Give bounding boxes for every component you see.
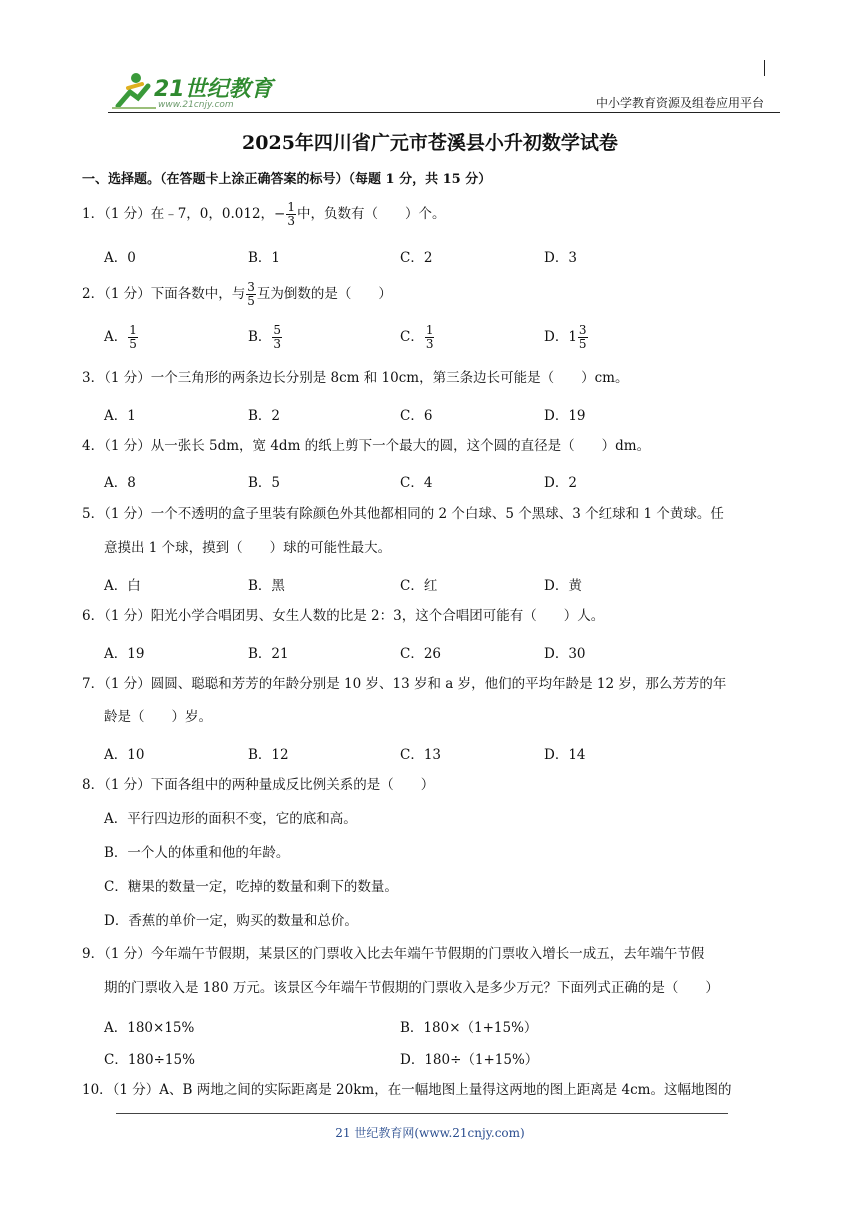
- option-c: C．4: [400, 475, 433, 491]
- logo: [108, 64, 288, 114]
- option-d: D．19: [544, 408, 586, 424]
- question-7: 7．（1 分）圆圆、聪聪和芳芳的年龄分别是 10 岁、13 岁和 a 岁，他们的平均年龄是 12 岁，那么芳芳的年: [82, 676, 727, 692]
- option-c: C．6: [400, 408, 433, 424]
- option-c: C．180÷15%: [104, 1052, 195, 1068]
- option-a: A．8: [104, 475, 136, 491]
- option-d: D．3: [544, 250, 577, 266]
- option-b: B．黑: [248, 578, 285, 594]
- option-d: D．1 $\frac{3}{5}$: [544, 323, 587, 351]
- header-tick: [764, 60, 765, 76]
- question-5-cont: 意摸出 1 个球，摸到（ ）球的可能性最大。: [104, 540, 392, 556]
- option-b: B．1: [248, 250, 281, 266]
- fraction: $\frac{1}{3}$: [287, 200, 295, 228]
- platform-label: 中小学教育资源及组卷应用平台: [595, 96, 764, 110]
- option-a: A．180×15%: [104, 1020, 195, 1036]
- option-d: D．180÷（1+15%）: [400, 1052, 539, 1068]
- option-a: A．1: [104, 408, 136, 424]
- option-a: A．19: [104, 646, 145, 662]
- question-text: 1．（1 分）在﹣7，0，0.012，−: [82, 206, 286, 222]
- option-d: D．黄: [544, 578, 582, 594]
- option-c: C．红: [400, 578, 438, 594]
- question-6: 6．（1 分）阳光小学合唱团男、女生人数的比是 2：3，这个合唱团可能有（ ）人。: [82, 608, 605, 624]
- question-1: [82, 198, 782, 231]
- question-9: 9．（1 分）今年端午节假期，某景区的门票收入比去年端午节假期的门票收入增长一成五，去年端午节假: [82, 946, 705, 962]
- option-a: A．平行四边形的面积不变，它的底和高。: [104, 811, 357, 827]
- option-c: C．13: [400, 747, 442, 763]
- question-8: 8．（1 分）下面各组中的两种量成反比例关系的是（ ）: [82, 777, 435, 793]
- option-c: C．26: [400, 646, 442, 662]
- question-5: 5．（1 分）一个不透明的盒子里装有除颜色外其他都相同的 2 个白球、5 个黑球、3 个红球和 1 个黄球。任: [82, 506, 724, 522]
- option-d: D．香蕉的单价一定，购买的数量和总价。: [104, 913, 358, 929]
- option-a: A． $\frac{1}{5}$: [104, 323, 137, 351]
- option-b: B．21: [248, 646, 289, 662]
- option-b: B．12: [248, 747, 289, 763]
- option-a: A．白: [104, 578, 141, 594]
- header-divider: [108, 112, 780, 113]
- question-3: 3．（1 分）一个三角形的两条边长分别是 8cm 和 10cm，第三条边长可能是（ ）cm。: [82, 370, 629, 386]
- fraction: $\frac{3}{5}$: [247, 280, 255, 308]
- option-a: A．0: [104, 250, 136, 266]
- footer-divider: [116, 1113, 728, 1114]
- option-b: B．180×（1+15%）: [400, 1020, 538, 1036]
- option-c: C．2: [400, 250, 433, 266]
- option-b: B．一个人的体重和他的年龄。: [104, 845, 290, 861]
- logo-url: www.21cnjy.com: [158, 100, 234, 110]
- question-4: 4．（1 分）从一张长 5dm，宽 4dm 的纸上剪下一个最大的圆，这个圆的直径是（ ）dm。: [82, 438, 651, 454]
- question-9-cont: 期的门票收入是 180 万元。该景区今年端午节假期的门票收入是多少万元？下面列式正确的是（ ）: [104, 980, 719, 996]
- logo-text: 21世纪教育: [154, 77, 273, 102]
- footer-text: 21 世纪教育网(www.21cnjy.com): [335, 1126, 525, 1140]
- question-text: 中，负数有（ ）个。: [297, 206, 446, 222]
- question-text: 2．（1 分）下面各数中，与: [82, 286, 246, 302]
- question-text: 互为倒数的是（ ）: [256, 286, 392, 302]
- option-c: C．糖果的数量一定，吃掉的数量和剩下的数量。: [104, 879, 398, 895]
- option-b: B．5: [248, 475, 281, 491]
- option-d: D．14: [544, 747, 586, 763]
- option-b: B．2: [248, 408, 281, 424]
- question-7-cont: 龄是（ ）岁。: [104, 709, 212, 725]
- section-heading: 一、选择题。（在答题卡上涂正确答案的标号）（每题 1 分，共 15 分）: [82, 172, 492, 187]
- option-c: C． $\frac{1}{3}$: [400, 323, 434, 351]
- option-d: D．2: [544, 475, 577, 491]
- option-b: B． $\frac{5}{3}$: [248, 323, 282, 351]
- question-2: [82, 278, 782, 311]
- question-10: 10．（1 分）A、B 两地之间的实际距离是 20km，在一幅地图上量得这两地的图上距离是 4cm。这幅地图的: [82, 1082, 732, 1098]
- option-a: A．10: [104, 747, 145, 763]
- option-d: D．30: [544, 646, 586, 662]
- page-title: 2025年四川省广元市苍溪县小升初数学试卷: [242, 132, 618, 154]
